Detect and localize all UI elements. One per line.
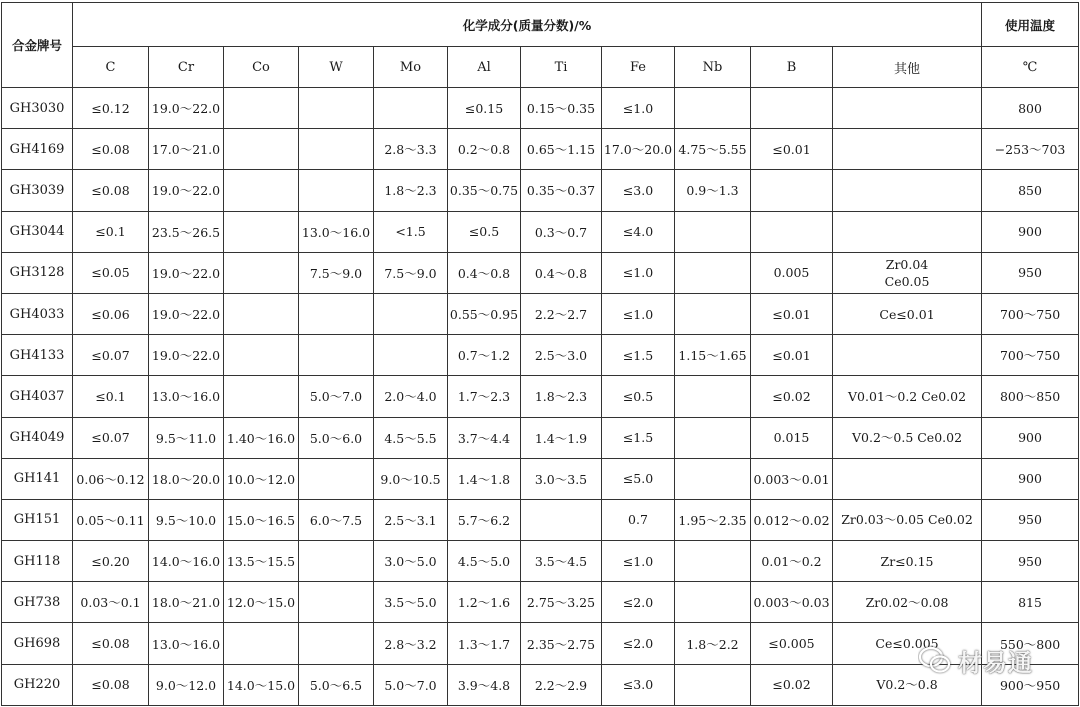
composition-cell: [224, 293, 299, 334]
service-temp-unit: ℃: [982, 47, 1079, 88]
composition-cell: 2.35～2.75: [521, 623, 602, 664]
composition-cell: 0.01～0.2: [751, 541, 833, 582]
element-header: Co: [224, 47, 299, 88]
composition-cell: ≤0.07: [73, 335, 149, 376]
composition-cell: [224, 88, 299, 129]
composition-cell: ≤0.02: [751, 376, 833, 417]
composition-cell: 1.8～2.3: [521, 376, 602, 417]
service-temp-cell: 700～750: [982, 293, 1079, 334]
service-temp-cell: 700～750: [982, 335, 1079, 376]
composition-cell: ≤0.08: [73, 129, 149, 170]
composition-cell: ≤0.01: [751, 293, 833, 334]
composition-cell: ≤4.0: [602, 211, 675, 252]
composition-cell: 3.5～5.0: [374, 582, 448, 623]
table-row: [2, 582, 1079, 623]
composition-cell: 9.5～11.0: [149, 417, 224, 458]
watermark-text: 材易通: [958, 648, 1033, 677]
composition-cell: ≤0.15: [448, 88, 521, 129]
composition-cell: 9.0～10.5: [374, 458, 448, 499]
composition-cell: 2.5～3.0: [521, 335, 602, 376]
composition-cell: [675, 252, 751, 293]
composition-cell: ≤0.02: [751, 664, 833, 705]
table-row: [2, 376, 1079, 417]
composition-cell: ≤0.05: [73, 252, 149, 293]
composition-cell: [224, 252, 299, 293]
composition-cell: 13.5～15.5: [224, 541, 299, 582]
composition-cell: 0.55～0.95: [448, 293, 521, 334]
composition-cell: 19.0～22.0: [149, 293, 224, 334]
composition-cell: 13.0～16.0: [149, 376, 224, 417]
composition-cell: 1.3～1.7: [448, 623, 521, 664]
alloy-grade-cell: GH141: [2, 458, 73, 499]
table-row: [2, 252, 1079, 293]
composition-cell: 15.0～16.5: [224, 499, 299, 540]
composition-cell: 23.5～26.5: [149, 211, 224, 252]
composition-cell: [299, 170, 374, 211]
composition-cell: [751, 170, 833, 211]
composition-cell: 19.0～22.0: [149, 252, 224, 293]
composition-cell: [521, 499, 602, 540]
composition-cell: [675, 458, 751, 499]
other-elements-line: Zr0.02～0.08: [865, 594, 949, 610]
other-elements-line: Zr≤0.15: [880, 553, 934, 569]
composition-cell: ≤1.0: [602, 541, 675, 582]
service-temp-cell: 900: [982, 458, 1079, 499]
composition-cell: 19.0～22.0: [149, 335, 224, 376]
composition-cell: 7.5～9.0: [374, 252, 448, 293]
other-elements-cell: [833, 335, 982, 376]
composition-cell: [224, 335, 299, 376]
composition-cell: 13.0～16.0: [149, 623, 224, 664]
composition-cell: 5.0～7.0: [299, 376, 374, 417]
composition-cell: [224, 129, 299, 170]
composition-cell: 17.0～20.0: [602, 129, 675, 170]
composition-cell: 4.75～5.55: [675, 129, 751, 170]
composition-cell: 9.5～10.0: [149, 499, 224, 540]
other-elements-cell: [833, 458, 982, 499]
composition-cell: 0.3～0.7: [521, 211, 602, 252]
composition-cell: 10.0～12.0: [224, 458, 299, 499]
composition-cell: 1.4～1.9: [521, 417, 602, 458]
composition-cell: 4.5～5.0: [448, 541, 521, 582]
composition-cell: 4.5～5.5: [374, 417, 448, 458]
composition-cell: [675, 417, 751, 458]
other-elements-line: Ce≤0.005: [875, 636, 939, 652]
composition-cell: 0.003～0.01: [751, 458, 833, 499]
other-elements-line: V0.2～0.8: [876, 677, 938, 693]
composition-cell: 5.7～6.2: [448, 499, 521, 540]
other-elements-cell: [833, 211, 982, 252]
composition-cell: 0.005: [751, 252, 833, 293]
composition-cell: [374, 88, 448, 129]
other-elements-line: Ce≤0.01: [879, 306, 935, 322]
table-row: [2, 458, 1079, 499]
composition-cell: ≤1.0: [602, 252, 675, 293]
composition-cell: 0.015: [751, 417, 833, 458]
alloy-grade-cell: GH4049: [2, 417, 73, 458]
table-row: [2, 541, 1079, 582]
composition-cell: ≤0.1: [73, 211, 149, 252]
composition-cell: [299, 335, 374, 376]
element-header: C: [73, 47, 149, 88]
composition-cell: [299, 293, 374, 334]
other-elements-line: V0.01～0.2 Ce0.02: [848, 388, 967, 404]
composition-cell: 2.2～2.7: [521, 293, 602, 334]
composition-cell: ≤0.20: [73, 541, 149, 582]
alloy-grade-cell: GH220: [2, 664, 73, 705]
composition-cell: [374, 293, 448, 334]
composition-cell: 2.8～3.3: [374, 129, 448, 170]
composition-cell: 0.4～0.8: [521, 252, 602, 293]
composition-cell: ≤0.08: [73, 170, 149, 211]
composition-cell: [675, 88, 751, 129]
composition-cell: <1.5: [374, 211, 448, 252]
alloy-grade-cell: GH4169: [2, 129, 73, 170]
composition-cell: 13.0～16.0: [299, 211, 374, 252]
composition-cell: [299, 129, 374, 170]
composition-cell: 2.75～3.25: [521, 582, 602, 623]
composition-cell: 0.7: [602, 499, 675, 540]
composition-cell: ≤0.01: [751, 335, 833, 376]
composition-cell: [751, 88, 833, 129]
composition-cell: ≤0.005: [751, 623, 833, 664]
element-header: Cr: [149, 47, 224, 88]
other-elements-cell: [833, 582, 982, 623]
composition-cell: ≤5.0: [602, 458, 675, 499]
composition-cell: 18.0～21.0: [149, 582, 224, 623]
composition-cell: 1.2～1.6: [448, 582, 521, 623]
other-elements-line: Ce0.05: [884, 273, 930, 289]
composition-cell: ≤0.12: [73, 88, 149, 129]
table-row: [2, 417, 1079, 458]
alloy-grade-header: 合金牌号: [2, 3, 73, 88]
composition-cell: 1.8～2.3: [374, 170, 448, 211]
composition-cell: 19.0～22.0: [149, 170, 224, 211]
alloy-grade-cell: GH698: [2, 623, 73, 664]
other-elements-cell: [833, 252, 982, 293]
composition-cell: 0.65～1.15: [521, 129, 602, 170]
alloy-composition-table: [1, 2, 1079, 706]
alloy-grade-cell: GH4037: [2, 376, 73, 417]
composition-cell: [299, 458, 374, 499]
composition-cell: ≤2.0: [602, 623, 675, 664]
composition-cell: 0.012～0.02: [751, 499, 833, 540]
composition-cell: 19.0～22.0: [149, 88, 224, 129]
composition-cell: 5.0～6.0: [299, 417, 374, 458]
service-temp-cell: 950: [982, 541, 1079, 582]
composition-cell: 3.9～4.8: [448, 664, 521, 705]
table-row: [2, 88, 1079, 129]
composition-cell: 1.7～2.3: [448, 376, 521, 417]
composition-cell: [299, 623, 374, 664]
composition-cell: 0.06～0.12: [73, 458, 149, 499]
composition-cell: 14.0～16.0: [149, 541, 224, 582]
element-header: Al: [448, 47, 521, 88]
service-temp-cell: 800～850: [982, 376, 1079, 417]
composition-cell: 12.0～15.0: [224, 582, 299, 623]
composition-cell: 0.7～1.2: [448, 335, 521, 376]
element-header: Fe: [602, 47, 675, 88]
alloy-grade-cell: GH3030: [2, 88, 73, 129]
composition-cell: ≤2.0: [602, 582, 675, 623]
composition-cell: [675, 211, 751, 252]
composition-cell: 0.05～0.11: [73, 499, 149, 540]
composition-cell: [374, 335, 448, 376]
composition-cell: ≤0.1: [73, 376, 149, 417]
composition-cell: 6.0～7.5: [299, 499, 374, 540]
composition-cell: 3.7～4.4: [448, 417, 521, 458]
composition-cell: ≤1.0: [602, 293, 675, 334]
other-elements-cell: [833, 664, 982, 705]
element-header: Mo: [374, 47, 448, 88]
other-elements-cell: [833, 129, 982, 170]
composition-cell: ≤0.07: [73, 417, 149, 458]
service-temp-cell: 950: [982, 499, 1079, 540]
service-temp-cell: 950: [982, 252, 1079, 293]
composition-cell: 0.35～0.75: [448, 170, 521, 211]
composition-cell: 3.0～3.5: [521, 458, 602, 499]
composition-cell: 18.0～20.0: [149, 458, 224, 499]
composition-cell: 5.0～7.0: [374, 664, 448, 705]
composition-cell: 2.5～3.1: [374, 499, 448, 540]
composition-cell: 0.9～1.3: [675, 170, 751, 211]
alloy-grade-cell: GH3128: [2, 252, 73, 293]
service-temp-cell: 850: [982, 170, 1079, 211]
table-row: [2, 335, 1079, 376]
composition-cell: 0.2～0.8: [448, 129, 521, 170]
service-temp-header: 使用温度: [982, 3, 1079, 47]
element-header: W: [299, 47, 374, 88]
alloy-grade-cell: GH738: [2, 582, 73, 623]
other-elements-cell: [833, 88, 982, 129]
composition-cell: [751, 211, 833, 252]
composition-cell: [299, 88, 374, 129]
composition-cell: 0.35～0.37: [521, 170, 602, 211]
alloy-grade-cell: GH4033: [2, 293, 73, 334]
composition-cell: [675, 293, 751, 334]
table-row: [2, 293, 1079, 334]
other-elements-cell: [833, 541, 982, 582]
composition-cell: 9.0～12.0: [149, 664, 224, 705]
other-elements-cell: [833, 170, 982, 211]
table-row: [2, 211, 1079, 252]
composition-cell: 0.003～0.03: [751, 582, 833, 623]
alloy-grade-cell: GH4133: [2, 335, 73, 376]
composition-cell: ≤1.5: [602, 335, 675, 376]
composition-cell: ≤3.0: [602, 664, 675, 705]
element-header: 其他: [833, 47, 982, 88]
element-header: Nb: [675, 47, 751, 88]
composition-cell: 17.0～21.0: [149, 129, 224, 170]
composition-cell: 2.8～3.2: [374, 623, 448, 664]
composition-cell: 1.4～1.8: [448, 458, 521, 499]
composition-cell: 7.5～9.0: [299, 252, 374, 293]
header-row-elements: [2, 47, 1079, 88]
composition-cell: [224, 376, 299, 417]
other-elements-cell: [833, 417, 982, 458]
composition-cell: ≤1.5: [602, 417, 675, 458]
composition-cell: [224, 211, 299, 252]
header-row-top: [2, 3, 1079, 47]
alloy-grade-cell: GH118: [2, 541, 73, 582]
composition-cell: [675, 541, 751, 582]
composition-cell: 1.95～2.35: [675, 499, 751, 540]
other-elements-cell: [833, 499, 982, 540]
composition-cell: 0.4～0.8: [448, 252, 521, 293]
composition-cell: ≤0.5: [602, 376, 675, 417]
service-temp-cell: 900: [982, 211, 1079, 252]
composition-cell: 0.03～0.1: [73, 582, 149, 623]
table-row: [2, 664, 1079, 705]
table-row: [2, 623, 1079, 664]
composition-cell: 1.8～2.2: [675, 623, 751, 664]
composition-cell: 1.15～1.65: [675, 335, 751, 376]
composition-cell: 2.2～2.9: [521, 664, 602, 705]
alloy-grade-cell: GH3039: [2, 170, 73, 211]
alloy-grade-cell: GH151: [2, 499, 73, 540]
other-elements-cell: [833, 376, 982, 417]
table-row: [2, 499, 1079, 540]
element-header: B: [751, 47, 833, 88]
composition-cell: [224, 623, 299, 664]
other-elements-line: Zr0.04: [885, 256, 929, 272]
composition-cell: [675, 664, 751, 705]
service-temp-cell: −253～703: [982, 129, 1079, 170]
composition-cell: [299, 541, 374, 582]
service-temp-cell: 900～950: [982, 664, 1079, 705]
composition-cell: 3.5～4.5: [521, 541, 602, 582]
element-header: Ti: [521, 47, 602, 88]
service-temp-cell: 900: [982, 417, 1079, 458]
service-temp-cell: 800: [982, 88, 1079, 129]
service-temp-cell: 815: [982, 582, 1079, 623]
table-body: [2, 88, 1079, 706]
composition-cell: [224, 170, 299, 211]
other-elements-cell: [833, 293, 982, 334]
composition-cell: ≤0.08: [73, 623, 149, 664]
composition-cell: ≤1.0: [602, 88, 675, 129]
composition-cell: ≤3.0: [602, 170, 675, 211]
chem-composition-header: 化学成分(质量分数)/%: [73, 3, 982, 47]
other-elements-line: V0.2～0.5 Ce0.02: [851, 430, 963, 446]
composition-cell: 5.0～6.5: [299, 664, 374, 705]
table-row: [2, 129, 1079, 170]
composition-cell: ≤0.06: [73, 293, 149, 334]
composition-cell: 2.0～4.0: [374, 376, 448, 417]
composition-cell: 1.40～16.0: [224, 417, 299, 458]
other-elements-line: Zr0.03～0.05 Ce0.02: [841, 512, 973, 528]
composition-cell: ≤0.5: [448, 211, 521, 252]
alloy-grade-cell: GH3044: [2, 211, 73, 252]
composition-cell: ≤0.01: [751, 129, 833, 170]
composition-cell: [675, 376, 751, 417]
composition-cell: ≤0.08: [73, 664, 149, 705]
composition-cell: 14.0～15.0: [224, 664, 299, 705]
composition-cell: 0.15～0.35: [521, 88, 602, 129]
composition-cell: [675, 582, 751, 623]
other-elements-cell: [833, 623, 982, 664]
composition-cell: 3.0～5.0: [374, 541, 448, 582]
composition-cell: [299, 582, 374, 623]
table-row: [2, 170, 1079, 211]
service-temp-cell: 550～800: [982, 623, 1079, 664]
